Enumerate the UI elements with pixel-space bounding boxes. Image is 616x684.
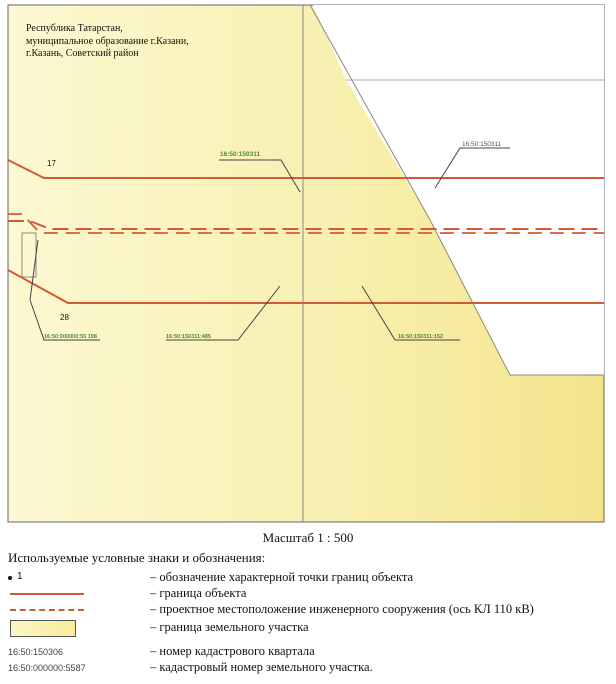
parcel-label-2: 16:50:150311:485 — [166, 334, 211, 340]
region-header: Республика Татарстан, муниципальное образование г.Казани, г.Казань, Советский район — [26, 23, 189, 59]
legend-text-object-boundary: – граница объекта — [150, 586, 247, 600]
legend-text-land-plot: – граница земельного участка — [150, 620, 309, 634]
legend-text-quarter-number: – номер кадастрового квартала — [150, 644, 315, 658]
legend-item-cable-axis — [8, 601, 608, 619]
point-label-17: 17 — [47, 159, 56, 168]
parcel-label-3: 16:50:150311:152 — [398, 334, 443, 340]
legend-item-land-plot — [8, 619, 608, 637]
point-label-28: 28 — [60, 313, 69, 322]
legend-title: Используемые условные знаки и обозначения: — [8, 550, 266, 565]
legend-text-point: – обозначение характерной точки границ объекта — [150, 570, 414, 584]
parcel-label-1: 16:50:000000:55 198 — [44, 334, 97, 340]
legend-symbol-cadastral — [8, 659, 138, 677]
legend-point-number: 1 — [17, 571, 23, 582]
legend-text-cadastral-number: – кадастровый номер земельного участка. — [150, 660, 373, 674]
legend-symbol-parcel-fill — [8, 619, 138, 637]
quarter-label-left: 16:50:150311 — [220, 151, 261, 158]
legend-text-cable-axis: – проектное местоположение инженерного сооружения (ось КЛ 110 кВ) — [150, 602, 534, 616]
quarter-label-right: 16:50:150311 — [462, 141, 502, 148]
legend-cadastral-sample: 16:50:000000:5587 — [8, 663, 86, 673]
legend-quarter-sample: 16:50:150306 — [8, 647, 64, 657]
legend-item-cadastral-number — [8, 659, 608, 677]
legend-symbol-dashed-line — [8, 601, 138, 619]
map-scale: Масштаб 1 : 500 — [262, 530, 354, 545]
point-dot-icon — [8, 576, 12, 580]
